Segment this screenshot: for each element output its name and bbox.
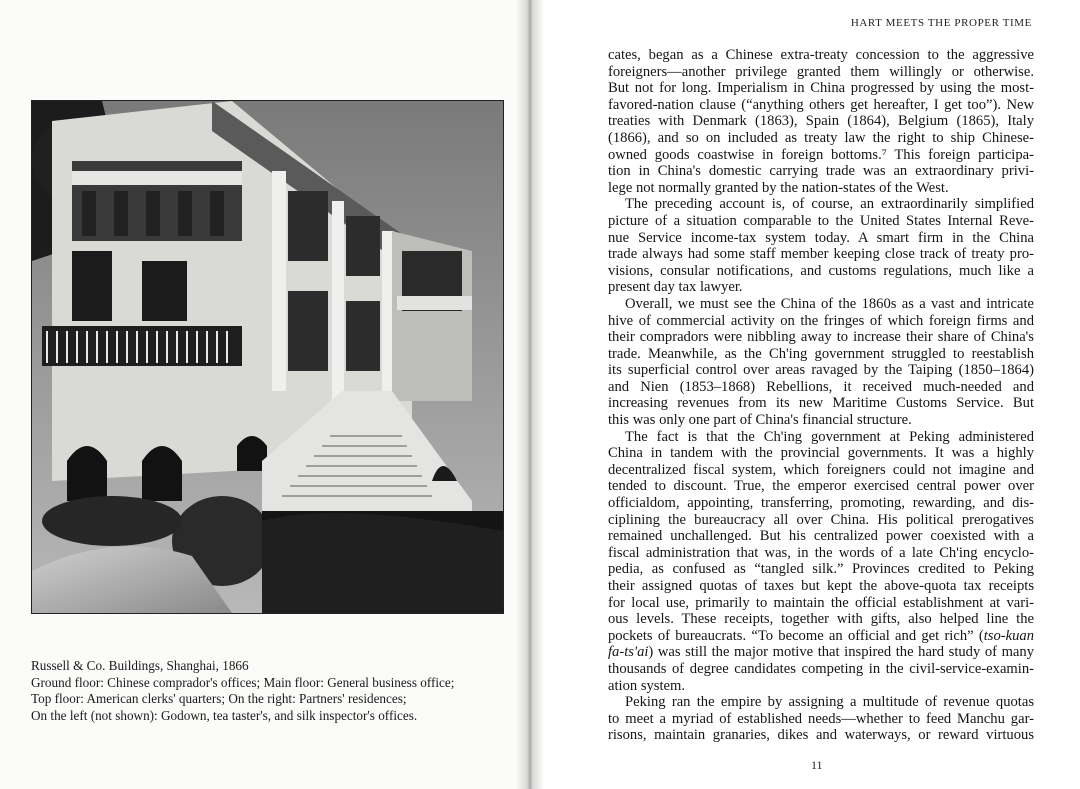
text-line: decentralized fiscal system, which foreigners could not imagine and	[608, 461, 1034, 478]
text-line	[608, 628, 1034, 645]
caption-line: Top floor: American clerks' quarters; On the right: Partners' residences;	[31, 691, 407, 706]
text-line: favored-nation clause (“anything others get hereafter, I get too”). New	[608, 96, 1034, 113]
text-line: tion in China's domestic carrying trade was an extraordinary privi-	[608, 163, 1034, 180]
text-line: nue Service income-tax system today. A smart firm in the China	[608, 229, 1034, 246]
text-line: picture of a situation comparable to the United States Internal Reve-	[608, 212, 1034, 229]
building-photograph	[31, 100, 504, 614]
text-line: ous levels. These receipts, together with gifts, also helped line the	[608, 611, 1034, 628]
text-segment: ) was still the major motive that inspired the hard study of many	[648, 644, 1034, 661]
text-line: its superficial control over areas ravaged by the Taiping (1850–1864)	[608, 362, 1034, 379]
text-line: ation system.	[608, 677, 686, 694]
body-text	[608, 47, 1034, 744]
text-line: trade. Meanwhile, as the Ch'ing government struggled to reestablish	[608, 345, 1034, 362]
text-line: (1866), and so on included as treaty law the right to ship Chinese-	[608, 129, 1034, 146]
text-line: owned goods coastwise in foreign bottoms.⁷ This foreign participa-	[608, 146, 1034, 163]
text-line: for local use, primarily to maintain the official establishment at vari-	[608, 594, 1034, 611]
text-line: thousands of degree candidates competing in the civil-service-examin-	[608, 660, 1034, 677]
text-segment: pockets of bureaucrats. “To become an official and get rich” (	[608, 627, 984, 644]
building-photo-illustration	[32, 101, 503, 613]
page-number: 11	[811, 758, 823, 772]
left-page	[0, 0, 525, 789]
book-gutter	[516, 0, 544, 789]
italic-term: tso-kuan	[983, 627, 1034, 644]
italic-term: fa-ts'ai	[608, 644, 649, 661]
text-line: treaties with Denmark (1863), Spain (1864), Belgium (1865), Italy	[608, 113, 1034, 130]
text-line: But not for long. Imperialism in China progressed by using the most-	[608, 80, 1034, 97]
caption-line: Ground floor: Chinese comprador's offices; Main floor: General business office;	[31, 674, 455, 690]
text-line: lege not normally granted by the nation-states of the West.	[608, 179, 949, 196]
paragraph-first-line: The preceding account is, of course, an extraordinarily simplified	[625, 196, 1034, 213]
text-line: their compradors were nibbling away to increase their share of China's	[608, 329, 1034, 346]
text-line: pedia, as confused as “tangled silk.” Provinces credited to Peking	[608, 561, 1034, 578]
text-line: fiscal administration that was, in the words of a late Ch'ing encyclo-	[608, 544, 1034, 561]
text-line	[608, 644, 1034, 661]
text-line: tended to discount. True, the emperor exercised central power over	[608, 478, 1034, 495]
text-line: present day tax lawyer.	[608, 279, 743, 296]
text-line: foreigners—another privilege granted them willingly or otherwise.	[608, 63, 1034, 80]
text-line: risons, maintain granaries, dikes and waterways, or reward virtuous	[608, 727, 1034, 744]
paragraph-first-line: Overall, we must see the China of the 1860s as a vast and intricate	[625, 295, 1034, 312]
text-line: visions, consular notifications, and customs regulations, much like a	[608, 262, 1034, 279]
caption-title: Russell & Co. Buildings, Shanghai, 1866	[31, 658, 249, 673]
text-line: cates, began as a Chinese extra-treaty concession to the aggressive	[608, 47, 1034, 63]
running-head: HART MEETS THE PROPER TIME	[850, 17, 1032, 29]
text-line: hive of commercial activity on the fringes of which foreign firms and	[608, 312, 1034, 329]
text-line: officialdom, appointing, transferring, promoting, rewarding, and dis-	[608, 495, 1034, 512]
text-line: trade always had some staff member keeping close track of treaty pro-	[608, 246, 1034, 263]
text-line: to meet a myriad of established needs—whether to feed Manchu gar-	[608, 710, 1034, 727]
paragraph-first-line: The fact is that the Ch'ing government at Peking administered	[625, 428, 1034, 445]
text-line: their assigned quotas of taxes but kept the above-quota tax receipts	[608, 578, 1034, 594]
text-line: remained unchallenged. But his centralized power coexisted with a	[608, 528, 1034, 545]
text-line: this was only one part of China's financial structure.	[608, 412, 912, 429]
paragraph-first-line: Peking ran the empire by assigning a multitude of revenue quotas	[625, 694, 1034, 711]
text-line: and Nien (1853–1868) Rebellions, it received much-needed and	[608, 378, 1034, 395]
caption-line: On the left (not shown): Godown, tea taster's, and silk inspector's offices.	[31, 707, 418, 723]
text-line: ciplining the bureaucracy all over China. His political prerogatives	[608, 511, 1034, 528]
photo-caption	[31, 658, 511, 724]
text-line: China in tandem with the provincial governments. It was a highly	[608, 445, 1034, 462]
text-line: increasing revenues from its new Maritime Customs Service. But	[608, 395, 1034, 412]
